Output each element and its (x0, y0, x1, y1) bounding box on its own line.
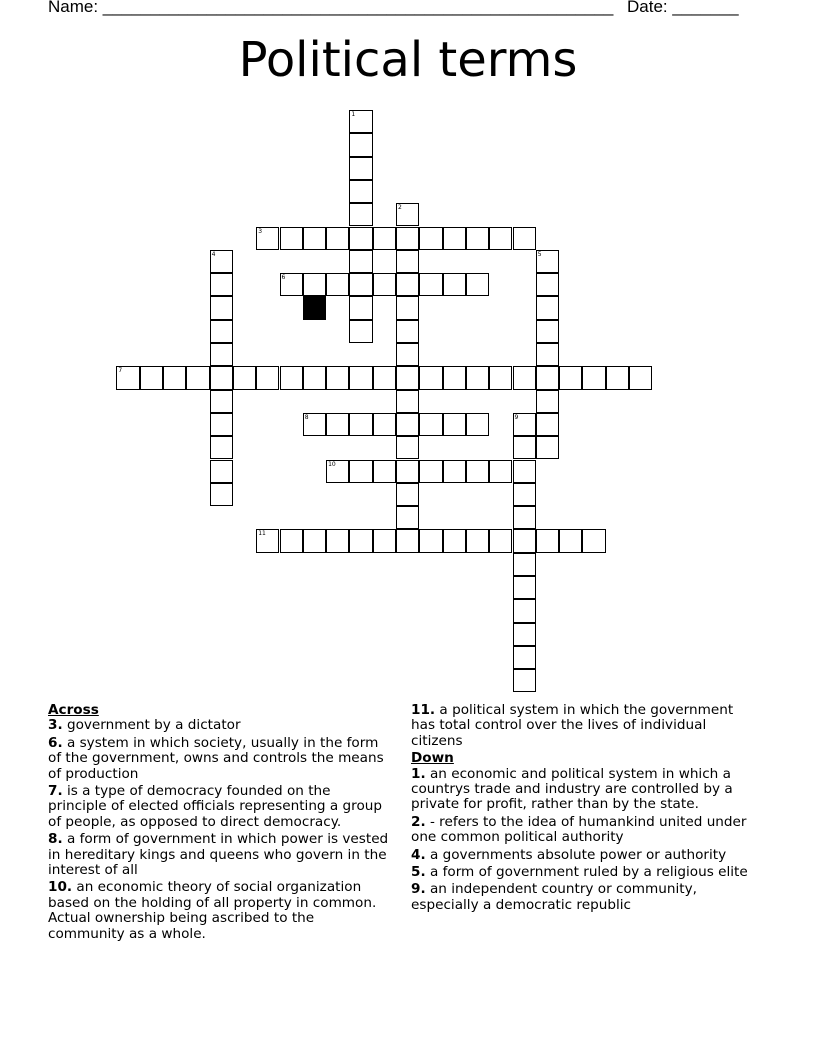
grid-cell[interactable] (629, 366, 652, 389)
grid-cell[interactable] (349, 413, 372, 436)
name-field: Name: ______________________________________________________ (48, 0, 614, 16)
grid-cell[interactable] (326, 460, 349, 483)
grid-cell[interactable] (373, 273, 396, 296)
grid-cell[interactable] (513, 227, 536, 250)
grid-cell[interactable] (349, 296, 372, 319)
grid-cell[interactable] (280, 529, 303, 552)
grid-cell[interactable] (443, 460, 466, 483)
grid-cell[interactable] (256, 227, 279, 250)
grid-cell[interactable] (513, 506, 536, 529)
clue-number: 3 (258, 227, 263, 235)
grid-cell[interactable] (210, 413, 233, 436)
clue-number: 10 (328, 460, 336, 468)
grid-cell[interactable] (326, 366, 349, 389)
grid-cell[interactable] (303, 413, 326, 436)
grid-cell[interactable] (396, 227, 419, 250)
grid-cell[interactable] (443, 529, 466, 552)
grid-cell[interactable] (163, 366, 186, 389)
grid-cell[interactable] (326, 413, 349, 436)
grid-cell[interactable] (116, 366, 139, 389)
grid-cell[interactable] (513, 623, 536, 646)
grid-cell[interactable] (489, 366, 512, 389)
grid-cell[interactable] (396, 390, 419, 413)
grid-cell[interactable] (559, 366, 582, 389)
clue-down-9: 9. an independent country or community, especially a democratic republic (411, 881, 697, 913)
grid-cell[interactable] (513, 576, 536, 599)
grid-cell[interactable] (443, 413, 466, 436)
grid-cell[interactable] (210, 460, 233, 483)
grid-cell[interactable] (373, 227, 396, 250)
grid-cell[interactable] (466, 227, 489, 250)
grid-cell[interactable] (513, 460, 536, 483)
grid-cell[interactable] (373, 366, 396, 389)
clue-number: 2 (398, 204, 402, 212)
grid-cell[interactable] (396, 483, 419, 506)
clue-across-3: 3. government by a dictator (48, 717, 241, 734)
grid-cell[interactable] (210, 296, 233, 319)
grid-cell[interactable] (349, 157, 372, 180)
clue-across-8: 8. a form of government in which power is vested in hereditary kings and queens who govern in the interest of all (48, 831, 389, 879)
grid-cell[interactable] (466, 366, 489, 389)
grid-cell[interactable] (513, 553, 536, 576)
grid-cell[interactable] (210, 390, 233, 413)
grid-cell[interactable] (303, 366, 326, 389)
grid-cell[interactable] (513, 669, 536, 692)
grid-cell[interactable] (373, 413, 396, 436)
grid-cell[interactable] (349, 460, 372, 483)
black-cell (303, 296, 326, 319)
across-heading: Across (48, 702, 99, 718)
grid-cell[interactable] (536, 250, 559, 273)
clues-column-left (48, 703, 393, 944)
clue-across-10: 10. an economic theory of social organization based on the holding of all property in common. Actual ownership being ascribed to the community as a whole. (48, 879, 377, 942)
grid-cell[interactable] (536, 529, 559, 552)
grid-cell[interactable] (513, 599, 536, 622)
grid-cell[interactable] (396, 506, 419, 529)
grid-cell[interactable] (396, 436, 419, 459)
grid-cell[interactable] (606, 366, 629, 389)
grid-cell[interactable] (536, 390, 559, 413)
grid-cell[interactable] (396, 273, 419, 296)
grid-cell[interactable] (419, 413, 442, 436)
grid-cell[interactable] (326, 529, 349, 552)
grid-cell[interactable] (396, 343, 419, 366)
clue-down-2: 2. - refers to the idea of humankind united under one common political authority (411, 813, 747, 846)
clue-number: 5 (537, 250, 542, 258)
grid-cell[interactable] (210, 436, 233, 459)
clue-number: 8 (304, 413, 309, 421)
clue-number: 6 (281, 274, 286, 282)
clue-number: 7 (118, 367, 123, 375)
grid-cell[interactable] (419, 529, 442, 552)
grid-cell[interactable] (489, 227, 512, 250)
grid-cell[interactable] (210, 366, 233, 389)
grid-cell[interactable] (513, 483, 536, 506)
grid-cell[interactable] (233, 366, 256, 389)
grid-cell[interactable] (210, 250, 233, 273)
grid-cell[interactable] (326, 227, 349, 250)
grid-cell[interactable] (303, 529, 326, 552)
grid-cell[interactable] (419, 273, 442, 296)
grid-cell[interactable] (280, 273, 303, 296)
grid-cell[interactable] (513, 413, 536, 436)
clue-down-1: 1. an economic and political system in which a countrys trade and industry are controlled by a private for profit, rather than by the state. (411, 765, 733, 813)
grid-cell[interactable] (210, 483, 233, 506)
clue-number: 4 (211, 250, 216, 258)
grid-cell[interactable] (396, 460, 419, 483)
grid-cell[interactable] (349, 320, 372, 343)
grid-cell[interactable] (349, 180, 372, 203)
grid-cell[interactable] (373, 529, 396, 552)
grid-cell[interactable] (373, 460, 396, 483)
down-heading: Down (411, 750, 454, 767)
grid-cell[interactable] (396, 250, 419, 273)
grid-cell[interactable] (536, 436, 559, 459)
clues-column-right (411, 703, 756, 915)
grid-cell[interactable] (466, 413, 489, 436)
date-field: Date: _______ (627, 0, 739, 16)
grid-cell[interactable] (140, 366, 163, 389)
grid-cell[interactable] (326, 273, 349, 296)
grid-cell[interactable] (280, 227, 303, 250)
grid-cell[interactable] (186, 366, 209, 389)
grid-cell[interactable] (349, 366, 372, 389)
clue-down-5: 5. a form of government ruled by a religious elite (411, 864, 748, 881)
clue-number: 9 (514, 413, 519, 421)
grid-cell[interactable] (396, 203, 419, 226)
grid-cell[interactable] (396, 320, 419, 343)
grid-cell[interactable] (396, 366, 419, 389)
clue-down-4: 4. a governments absolute power or authority (411, 846, 727, 863)
grid-cell[interactable] (280, 366, 303, 389)
grid-cell[interactable] (396, 413, 419, 436)
grid-cell[interactable] (513, 646, 536, 669)
grid-cell[interactable] (349, 110, 372, 133)
grid-cell[interactable] (419, 227, 442, 250)
grid-cell[interactable] (489, 529, 512, 552)
grid-cell[interactable] (536, 320, 559, 343)
grid-cell[interactable] (536, 273, 559, 296)
grid-cell[interactable] (466, 529, 489, 552)
grid-cell[interactable] (536, 366, 559, 389)
grid-cell[interactable] (582, 529, 605, 552)
grid-cell[interactable] (536, 343, 559, 366)
clue-number: 1 (351, 111, 356, 118)
puzzle-title: Political terms (238, 32, 578, 88)
grid-cell[interactable] (210, 273, 233, 296)
grid-cell[interactable] (513, 436, 536, 459)
grid-cell[interactable] (559, 529, 582, 552)
grid-cell[interactable] (349, 227, 372, 250)
grid-cell[interactable] (536, 296, 559, 319)
grid-cell[interactable] (466, 460, 489, 483)
grid-cell[interactable] (349, 529, 372, 552)
clue-number: 11 (258, 530, 266, 538)
grid-cell[interactable] (419, 460, 442, 483)
grid-cell[interactable] (513, 366, 536, 389)
clue-across-6: 6. a system in which society, usually in the form of the government, owns and controls the means of production (48, 734, 384, 782)
grid-cell[interactable] (349, 273, 372, 296)
grid-cell[interactable] (256, 366, 279, 389)
grid-cell[interactable] (513, 529, 536, 552)
grid-cell[interactable] (489, 460, 512, 483)
clue-across-7: 7. is a type of democracy founded on the principle of elected officials representing a group of people, as opposed to direct democracy. (48, 783, 383, 830)
grid-cell[interactable] (303, 273, 326, 296)
grid-cell[interactable] (210, 320, 233, 343)
grid-cell[interactable] (349, 250, 372, 273)
grid-cell[interactable] (536, 413, 559, 436)
grid-cell[interactable] (443, 273, 466, 296)
grid-cell[interactable] (582, 366, 605, 389)
grid-cell[interactable] (303, 227, 326, 250)
clue-across-11: 11. a political system in which the government has total control over the lives of individual citizens (411, 702, 734, 749)
grid-cell[interactable] (349, 203, 372, 226)
grid-cell[interactable] (443, 366, 466, 389)
grid-cell[interactable] (349, 133, 372, 156)
grid-cell[interactable] (210, 343, 233, 366)
grid-cell[interactable] (396, 296, 419, 319)
grid-cell[interactable] (396, 529, 419, 552)
grid-cell[interactable] (443, 227, 466, 250)
grid-cell[interactable] (256, 529, 279, 552)
grid-cell[interactable] (419, 366, 442, 389)
grid-cell[interactable] (466, 273, 489, 296)
